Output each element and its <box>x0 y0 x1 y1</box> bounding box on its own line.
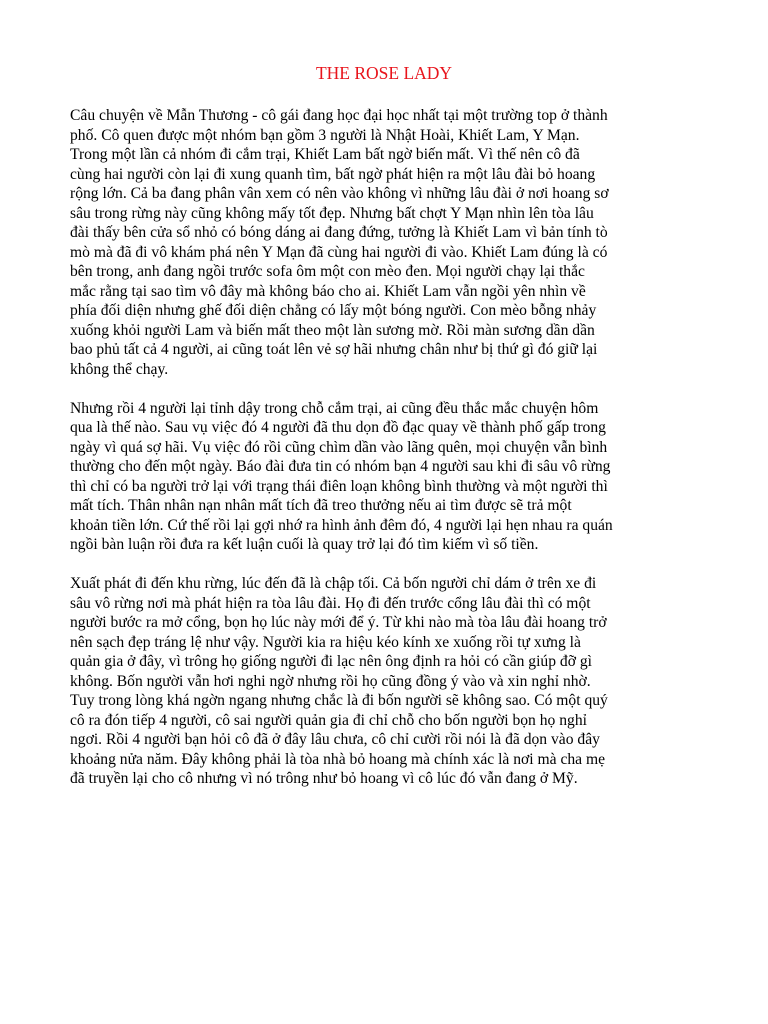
text-line: qua là thế nào. Sau vụ việc đó 4 người đã thu dọn đồ đạc quay về thành phố gấp trong <box>70 419 606 436</box>
text-line: ngày vì quá sợ hãi. Vụ việc đó rồi cũng chìm dần vào lãng quên, mọi chuyện vẫn bình <box>70 438 608 456</box>
text-line: Trong một lần cả nhóm đi cắm trại, Khiết Lam bất ngờ biến mất. Vì thế nên cô đã <box>70 146 580 163</box>
text-line: đã truyền lại cho cô nhưng vì nó trông như bỏ hoang vì cô lúc đó vẫn đang ở Mỹ. <box>70 770 578 787</box>
text-line: nên sạch đẹp tráng lệ như vậy. Người kia ra hiệu kéo kính xe xuống rồi tự xưng là <box>70 633 581 651</box>
text-line: khoảng nửa năm. Đây không phải là tòa nhà bỏ hoang mà chính xác là nơi mà cha mẹ <box>70 750 606 768</box>
text-line: Tuy trong lòng khá ngờn ngang nhưng chắc là đi bốn người sẽ không sao. Có một quý <box>70 692 608 709</box>
paragraph-1 <box>70 106 710 379</box>
paragraph-3 <box>70 574 710 789</box>
text-line: Xuất phát đi đến khu rừng, lúc đến đã là chập tối. Cả bốn người chỉ dám ở trên xe đi <box>70 575 597 592</box>
text-line: quản gia ở đây, vì trông họ giống người đi lạc nên ông định ra hỏi có cần giúp đỡ gì <box>70 653 592 670</box>
text-line: không. Bốn người vẫn hơi nghi ngờ nhưng rồi họ cũng đồng ý vào và xin nghỉ nhờ. <box>70 672 591 690</box>
text-line: bên trong, anh đang ngồi trước sofa ôm một con mèo đen. Mọi người chạy lại thắc <box>70 263 585 280</box>
text-line: mò mà đã đi vô khám phá nên Y Mạn đã cùng hai người đi vào. Khiết Lam đúng là có <box>70 243 608 261</box>
text-line: thường cho đến một ngày. Báo đài đưa tin có nhóm bạn 4 người sau khi đi sâu vô rừng <box>70 458 611 475</box>
text-line: người bước ra mở cổng, bọn họ lúc này mới để ý. Từ khi nào mà tòa lâu đài hoang trở <box>70 614 607 631</box>
text-line: cô ra đón tiếp 4 người, cô sai người quản gia đi chỉ chỗ cho bốn người bọn họ nghỉ <box>70 711 587 729</box>
text-line: sâu trong rừng này cũng không mấy tốt đẹp. Nhưng bất chợt Y Mạn nhìn lên tòa lâu <box>70 204 594 222</box>
text-line: mắc rằng tại sao tìm vô đây mà không báo cho ai. Khiết Lam vẫn ngồi yên nhìn về <box>70 282 586 300</box>
text-line: thì chỉ có ba người trở lại với trạng thái điên loạn không bình thường và một người thì <box>70 477 608 495</box>
document-body <box>70 106 710 808</box>
text-line: xuống khỏi người Lam và biến mất theo một làn sương mờ. Rồi màn sương dần dần <box>70 321 595 339</box>
text-line: phía đối diện nhưng ghế đối diện chẳng có lấy một bóng người. Con mèo bỗng nhảy <box>70 302 597 319</box>
text-line: ngơi. Rồi 4 người bạn hỏi cô đã ở đây lâu chưa, cô chỉ cười rồi nói là đã dọn vào đây <box>70 731 600 748</box>
text-line: mất tích. Thân nhân nạn nhân mất tích đã treo thưởng nếu ai tìm được sẽ trả một <box>70 497 572 514</box>
paragraph-2 <box>70 399 710 555</box>
text-line: sâu vô rừng nơi mà phát hiện ra tòa lâu đài. Họ đi đến trước cổng lâu đài thì có một <box>70 594 591 612</box>
text-line: Câu chuyện về Mẫn Thương - cô gái đang học đại học nhất tại một trường top ở thành <box>70 107 608 124</box>
text-line: phố. Cô quen được một nhóm bạn gồm 3 người là Nhật Hoài, Khiết Lam, Y Mạn. <box>70 126 580 144</box>
text-line: khoản tiền lớn. Cứ thế rồi lại gợi nhớ ra hình ảnh đêm đó, 4 người lại hẹn nhau ra quán <box>70 516 613 534</box>
text-line: Nhưng rồi 4 người lại tỉnh dậy trong chỗ cắm trại, ai cũng đều thắc mắc chuyện hôm <box>70 399 599 417</box>
text-line: đài thấy bên cửa sổ nhỏ có bóng dáng ai đang đứng, tưởng là Khiết Lam vì bản tính tò <box>70 224 608 241</box>
text-line: ngồi bàn luận rồi đưa ra kết luận cuối là quay trở lại đó tìm kiếm vì số tiền. <box>70 536 539 553</box>
text-line: bao phủ tất cả 4 người, ai cũng toát lên vẻ sợ hãi nhưng chân như bị thứ gì đó giữ lại <box>70 341 598 358</box>
text-line: rộng lớn. Cả ba đang phân vân xem có nên vào không vì những lâu đài ở nơi hoang sơ <box>70 185 609 202</box>
document-title: THE ROSE LADY <box>315 63 453 83</box>
text-line: không thể chạy. <box>70 360 169 378</box>
text-line: cùng hai người còn lại đi xung quanh tìm, bất ngờ phát hiện ra một lâu đài bỏ hoang <box>70 165 596 183</box>
